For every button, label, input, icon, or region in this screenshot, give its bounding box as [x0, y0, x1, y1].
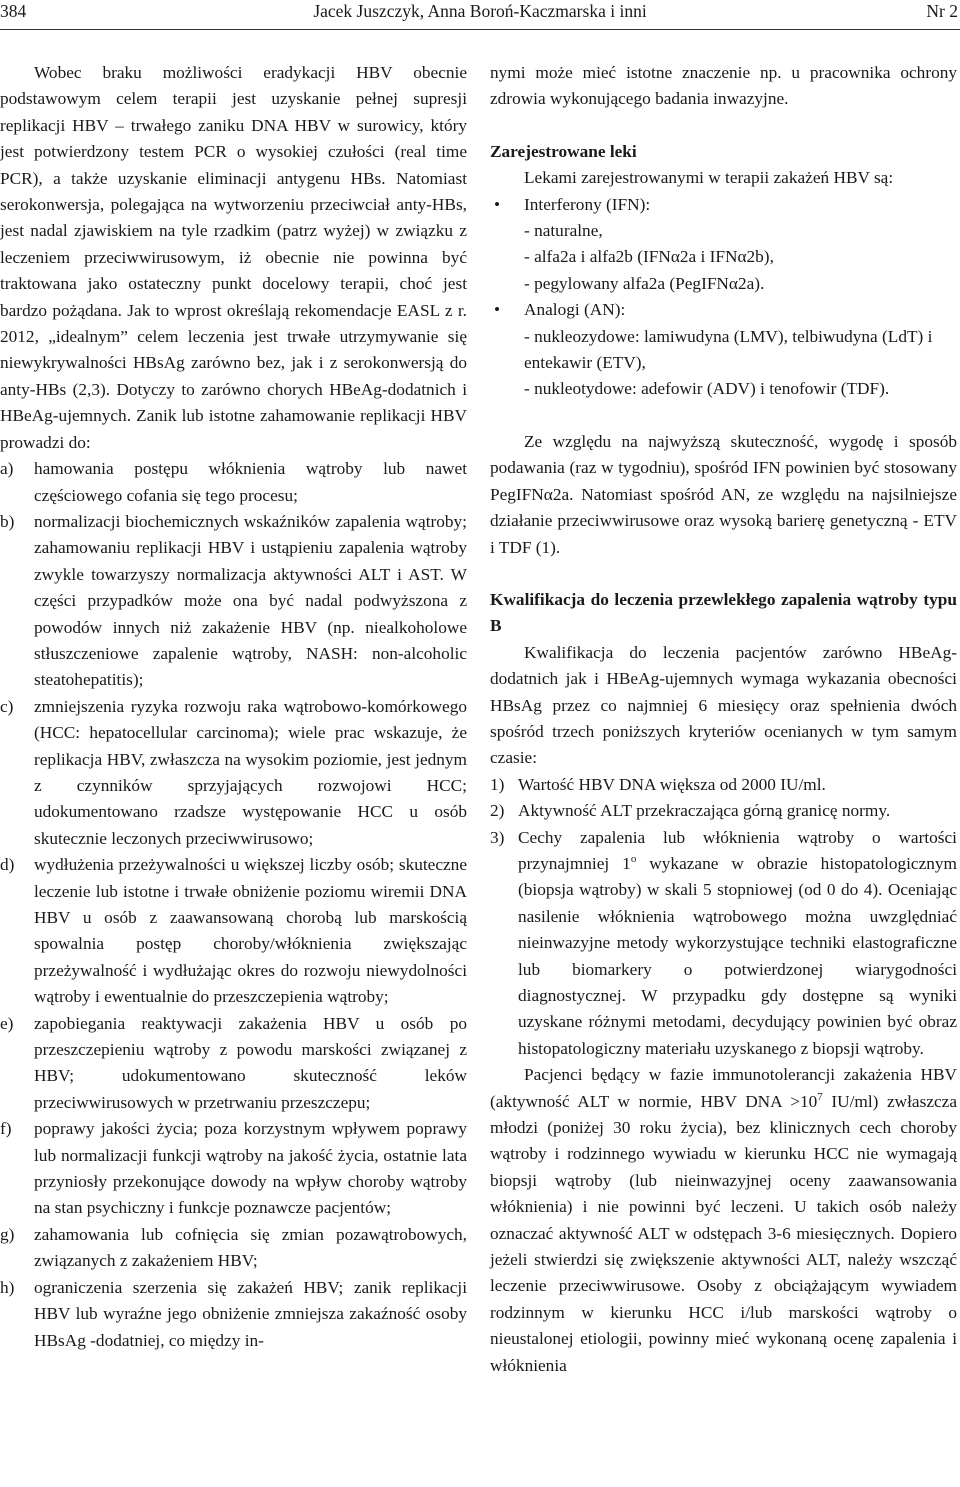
continuation-paragraph: nymi może mieć istotne znaczenie np. u pracownika ochrony zdrowia wykonującego badania inwazyjne.: [490, 63, 957, 109]
bullet-dot-icon: •: [494, 194, 501, 214]
criteria-list: [490, 772, 957, 1062]
list-item: [0, 1275, 467, 1354]
criterion-text: Aktywność ALT przekraczająca górną granicę normy.: [518, 801, 891, 821]
qualification-intro-paragraph: Kwalifikacja do leczenia pacjentów zarówno HBeAg-dodatnich jak i HBeAg-ujemnych wymaga wykazania obecności HBsAg przez co najmniej 6 miesięcy oraz spełnienia dwóch spośród trzech poniższych kryteriów ocenianych w tym samym czasie:: [490, 642, 957, 768]
bullet-title: Analogi (AN):: [524, 300, 626, 320]
item-text: wydłużenia przeżywalności u większej liczby osób; skuteczne leczenie lub istotne i trwałe obniżenie poziomu wiremii DNA HBV u osób z zaawansowaną chorobą lub marskością spowalnia postęp choroby/włóknienia zwiększając przeżywalność i wydłużając okres do rozwoju niewydolności wątroby i ewentualnie do przeszczepienia wątroby;: [34, 855, 467, 1007]
list-item: [0, 1011, 467, 1117]
immunotolerance-text-cont: IU/ml) zwłaszcza młodzi (poniżej 30 roku życia), bez klinicznych cech choroby wątroby i rodzinnego wywiadu w kierunku HCC nie wymagają biopsji wątroby (lub nieinwazyjnej oceny zaawansowania włóknienia) i nie powinni być leczeni. U takich osób należy oznaczać aktywność ALT w odstępach 3-6 miesięcznych. Dopiero jeżeli stwierdzi się zwiększenie aktywności ALT, należy wszcząć leczenie przeciwwirusowe. Osoby z obciążającym wywiadem rodzinnym w kierunku HCC i/lub marskości wątroby o nieustalonej etiologii, powinny mieć wykonaną ocenę zapalenia i włóknienia: [490, 1091, 958, 1375]
list-item: [0, 1116, 467, 1222]
item-marker: c): [0, 696, 14, 716]
section-heading-qualification: Kwalifikacja do leczenia przewlekłego zapalenia wątroby typu B: [490, 589, 957, 636]
bullet-subitem: - alfa2a i alfa2b (IFNα2a i IFNα2b),: [524, 247, 774, 267]
list-item: [0, 456, 467, 509]
item-text: zahamowania lub cofnięcia się zmian pozawątrobowych, związanych z zakażeniem HBV;: [34, 1224, 467, 1271]
criterion-item: [490, 798, 957, 824]
criterion-marker: 2): [490, 801, 505, 821]
criterion-item: [490, 825, 957, 1063]
criterion-text: Wartość HBV DNA większa od 2000 IU/ml.: [518, 774, 826, 794]
bullet-subitem: - nukleotydowe: adefowir (ADV) i tenofowir (TDF).: [524, 379, 890, 399]
outcomes-list: [0, 456, 467, 1354]
item-marker: b): [0, 511, 15, 531]
drug-bullet-list: [490, 192, 957, 403]
bullet-item: [490, 192, 957, 298]
item-text: normalizacji biochemicznych wskaźników zapalenia wątroby; zahamowaniu replikacji HBV i ustąpieniu zapalenia wątroby zwykle towarzyszy normalizacja aktywności ALT i AST. W części przypadków może ona być nadal podwyższona z powodów innych niż zakażenie HBV (np. niealkoholowe stłuszczeniowe zapalenie wątroby, NASH: non-alcoholic steatohepatitis);: [34, 511, 467, 690]
item-text: ograniczenia szerzenia się zakażeń HBV; zanik replikacji HBV lub wyraźne jego obniżenie zmniejsza zakaźność osoby HBsAg -dodatniej, co między in-: [34, 1277, 467, 1350]
section-heading-registered-drugs: Zarejestrowane leki: [490, 141, 637, 161]
item-text: hamowania postępu włóknienia wątroby lub nawet częściowego cofania się tego procesu;: [34, 459, 467, 505]
bullet-subitem: - naturalne,: [524, 221, 603, 241]
immunotolerance-paragraph: [490, 1062, 957, 1379]
item-text: zmniejszenia ryzyka rozwoju raka wątrobowo-komórkowego (HCC: hepatocellular carcinoma); wiele prac wskazuje, że replikacja HBV, zwłaszcza na wysokim poziomie, jest jednym z czynników sprzyjających rozwojowi HCC; udokumentowano rzadsze występowanie HCC u osób skutecznie leczonych przeciwwirusowo;: [34, 696, 467, 848]
criterion-text: Cechy zapalenia lub włóknienia wątroby o wartości przynajmniej 1: [518, 827, 957, 873]
bullet-title: Interferony (IFN):: [524, 194, 651, 214]
item-marker: d): [0, 855, 15, 875]
superscript-degree: o: [630, 853, 637, 866]
item-marker: f): [0, 1119, 12, 1139]
list-item: [0, 509, 467, 694]
item-marker: h): [0, 1277, 15, 1297]
criterion-marker: 3): [490, 827, 505, 847]
efficacy-paragraph: Ze względu na najwyższą skuteczność, wygodę i sposób podawania (raz w tygodniu), spośród IFN powinien być stosowany PegIFNα2a. Natomiast spośród AN, ze względu na najsilniejsze działanie przeciwwirusowe oraz wysoką barierę genetyczną - ETV i TDF (1).: [490, 431, 957, 557]
list-item: [0, 1222, 467, 1275]
header-rule: [0, 29, 960, 30]
right-column: [490, 60, 957, 1379]
bullet-subitem: - pegylowany alfa2a (PegIFNα2a).: [524, 273, 765, 293]
issue-number: Nr 2: [926, 1, 958, 21]
immunotolerance-text: Pacjenci będący w fazie immunotolerancji zakażenia HBV (aktywność ALT w normie, HBV DNA >10: [490, 1065, 957, 1111]
item-marker: g): [0, 1224, 15, 1244]
criterion-text-cont: wykazane w obrazie histopatologicznym (biopsja wątroby) w skali 5 stopniowej (od 0 do 4). Oceniając nasilenie włóknienia wątrobowego można uwzględniać nieinwazyjne metody wykorzystujące techniki elastograficzne lub biomarkery o potwierdzonej wiarygodności diagnostycznej. W przypadku gdy dostępne są wyniki uzyskane różnymi metodami, decydujący powinien być obraz histopatologiczny materiału uzyskanego z biopsji wątroby.: [518, 853, 957, 1058]
bullet-dot-icon: •: [494, 300, 501, 320]
running-title-authors: Jacek Juszczyk, Anna Boroń-Kaczmarska i inni: [313, 1, 647, 21]
drugs-intro-paragraph: Lekami zarejestrowanymi w terapii zakażeń HBV są:: [524, 168, 894, 188]
list-item: [0, 694, 467, 852]
item-marker: a): [0, 459, 14, 479]
bullet-item: [490, 297, 957, 403]
left-column: [0, 60, 467, 1354]
item-text: poprawy jakości życia; poza korzystnym wpływem poprawy lub normalizacji funkcji wątroby na jakość życia, ostatnie lata przyniosły przekonujące dowody na wpływ choroby wątroby na stan psychiczny i funkcje poznawcze pacjentów;: [34, 1119, 467, 1218]
item-text: zapobiegania reaktywacji zakażenia HBV u osób po przeszczepieniu wątroby z powodu marskości związanej z HBV; udokumentowano skuteczność leków przeciwwirusowych w przetrwaniu przeszczepu;: [34, 1013, 467, 1112]
item-marker: e): [0, 1013, 14, 1033]
list-item: [0, 852, 467, 1010]
superscript-exponent: 7: [817, 1090, 823, 1103]
bullet-subitem: - nukleozydowe: lamiwudyna (LMV), telbiwudyna (LdT) i entekawir (ETV),: [524, 326, 933, 373]
page-number: 384: [0, 1, 27, 21]
criterion-item: [490, 772, 957, 798]
page-header: [0, 0, 960, 22]
intro-paragraph: Wobec braku możliwości eradykacji HBV obecnie podstawowym celem terapii jest uzyskanie pełnej supresji replikacji HBV – trwałego zaniku DNA HBV w surowicy, który jest potwierdzony testem PCR o wysokiej czułości (real time PCR), a także uzyskanie eliminacji antygenu HBs. Natomiast serokonwersja, polegająca na wytworzeniu przeciwciał anty-HBs, jest nadal zjawiskiem na tyle rzadkim (patrz wyżej) w związku z leczeniem przeciwwirusowym, iż obecnie nie powinna być traktowana jako ostateczny punkt docelowy terapii, choć jest bardzo pożądana. Jak to wprost określają rekomendacje EASL z r. 2012, „idealnym” celem leczenia jest trwałe utrzymywanie się niewykrywalności HBsAg zarówno bez, jak i z serokonwersją do anty-HBs (2,3). Dotyczy to zarówno chorych HBeAg-dodatnich i HBeAg-ujemnych. Zanik lub istotne zahamowanie replikacji HBV prowadzi do:: [0, 63, 467, 452]
criterion-marker: 1): [490, 774, 505, 794]
